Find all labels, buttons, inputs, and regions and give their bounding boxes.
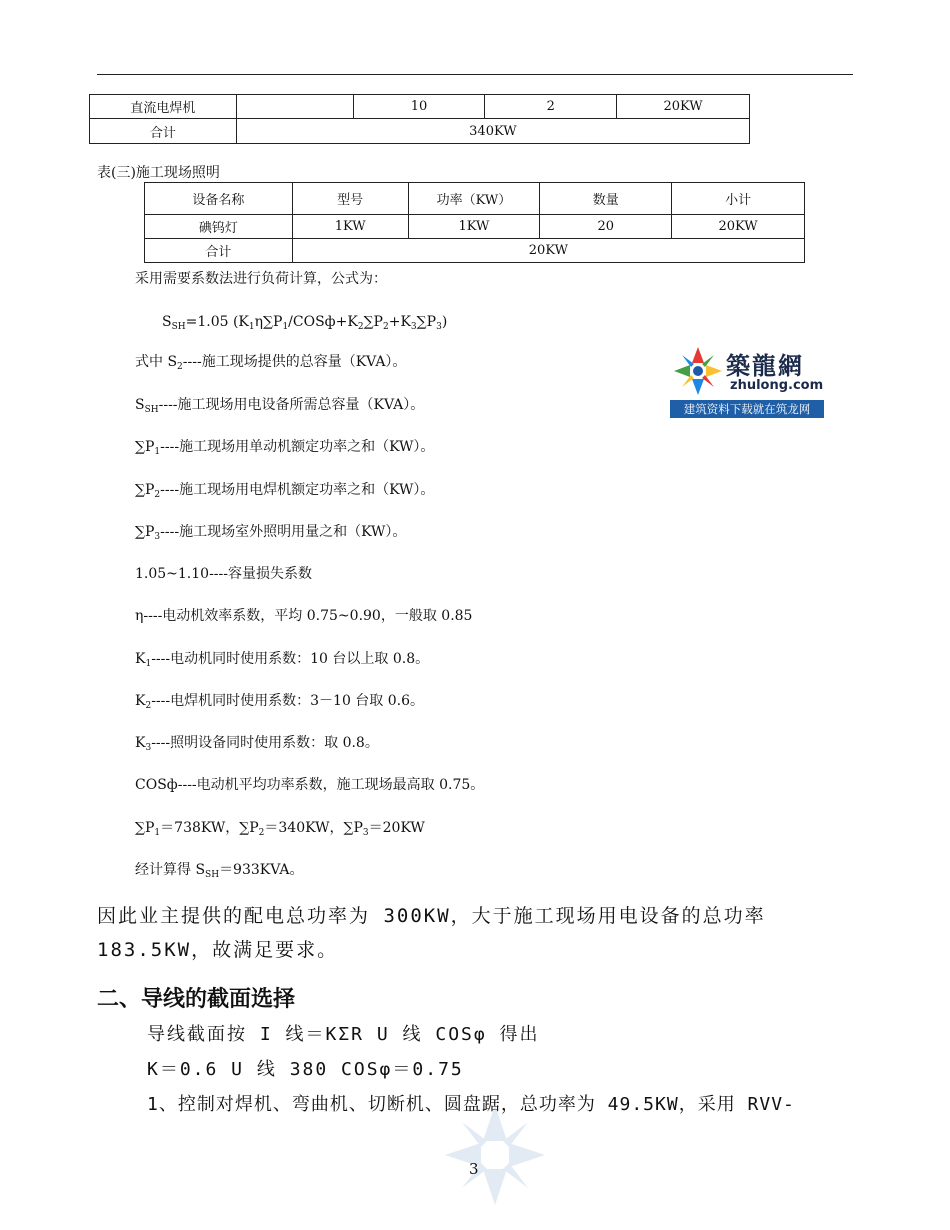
definition-eta: η----电动机效率系数，平均 0.75~0.90，一般取 0.85 bbox=[135, 608, 473, 624]
zhulong-logo bbox=[670, 342, 824, 418]
definition-cos: COSф----电动机平均功率系数，施工现场最高取 0.75。 bbox=[135, 777, 485, 793]
column-header: 小计 bbox=[672, 183, 805, 215]
table-cell: 碘钨灯 bbox=[145, 215, 293, 239]
definition-ssh: $S_{SH}----$施工现场用电设备所需总容量（KVA）。 bbox=[135, 397, 425, 415]
section-heading: 二、导线的截面选择 bbox=[97, 987, 296, 1012]
calc-result: 经计算得 $S_{SH}=933KVA$。 bbox=[135, 862, 304, 880]
conclusion-line-2: 183.5KW，故满足要求。 bbox=[97, 939, 339, 961]
definition-s2: 式中 $S_2----$施工现场提供的总容量（KVA）。 bbox=[135, 354, 407, 372]
welder-table bbox=[89, 94, 750, 144]
table-cell: 20KW bbox=[672, 215, 805, 239]
section-line-3: 1、控制对焊机、弯曲机、切断机、圆盘踞，总功率为 49.5KW，采用 RVV- bbox=[147, 1094, 795, 1115]
header-rule bbox=[97, 74, 853, 75]
total-value: 340KW bbox=[236, 119, 749, 144]
watermark-snowflake-icon bbox=[440, 1100, 550, 1210]
logo-domain: zhulong.com bbox=[730, 378, 824, 393]
table-total-row bbox=[145, 239, 805, 263]
total-label: 合计 bbox=[90, 119, 237, 144]
table-header-row bbox=[145, 183, 805, 215]
column-header: 功率（KW） bbox=[408, 183, 540, 215]
table-cell bbox=[236, 95, 353, 119]
definition-k1: $K_1----$电动机同时使用系数：10 台以上取 0.8。 bbox=[135, 651, 430, 669]
table-row bbox=[145, 215, 805, 239]
table-cell: 1KW bbox=[292, 215, 408, 239]
page-number: 3 bbox=[469, 1160, 479, 1178]
definition-k2: $K_2----$电焊机同时使用系数：3－10 台取 0.6。 bbox=[135, 693, 425, 711]
table-cell: 1KW bbox=[408, 215, 540, 239]
table-total-row bbox=[90, 119, 750, 144]
definition-loss: 1.05~1.10----容量损失系数 bbox=[135, 566, 312, 582]
column-header: 设备名称 bbox=[145, 183, 293, 215]
total-value: 20KW bbox=[292, 239, 804, 263]
definition-p2: $\sum P_2----$施工现场用电焊机额定功率之和（KW）。 bbox=[135, 482, 435, 500]
table-cell: 20 bbox=[540, 215, 672, 239]
formula-expression: $S_{SH}=1.05$ $(K_1\eta\sum P_1/COSф+K_2\sum P_2+K_3\sum P_3)$ bbox=[162, 314, 448, 332]
sum-values: $\sum P_1=738KW$，$\sum P_2=340KW$，$\sum P_3=20KW$ bbox=[135, 820, 425, 838]
section-line-1: 导线截面按 I 线＝KΣR U 线 COSφ 得出 bbox=[147, 1024, 540, 1045]
logo-slogan: 建筑资料下载就在筑龙网 bbox=[670, 400, 824, 418]
definition-p1: $\sum P_1----$施工现场用单动机额定功率之和（KW）。 bbox=[135, 439, 435, 457]
total-label: 合计 bbox=[145, 239, 293, 263]
definition-p3: $\sum P_3----$施工现场室外照明用量之和（KW）。 bbox=[135, 524, 407, 542]
conclusion-line-1: 因此业主提供的配电总功率为 300KW，大于施工现场用电设备的总功率 bbox=[97, 905, 766, 927]
definition-k3: $K_3----$照明设备同时使用系数：取 0.8。 bbox=[135, 735, 379, 753]
table-row bbox=[90, 95, 750, 119]
table-cell: 2 bbox=[485, 95, 617, 119]
table-cell: 直流电焊机 bbox=[90, 95, 237, 119]
column-header: 数量 bbox=[540, 183, 672, 215]
column-header: 型号 bbox=[292, 183, 408, 215]
table-cell: 10 bbox=[353, 95, 485, 119]
table-caption: 表(三)施工现场照明 bbox=[97, 165, 220, 181]
section-line-2: K＝0.6 U 线 380 COSφ＝0.75 bbox=[147, 1059, 464, 1080]
formula-intro: 采用需要系数法进行负荷计算，公式为： bbox=[135, 271, 387, 287]
table-cell: 20KW bbox=[617, 95, 750, 119]
lighting-table bbox=[144, 182, 805, 263]
logo-chinese-name: 築龍網 bbox=[726, 352, 804, 380]
